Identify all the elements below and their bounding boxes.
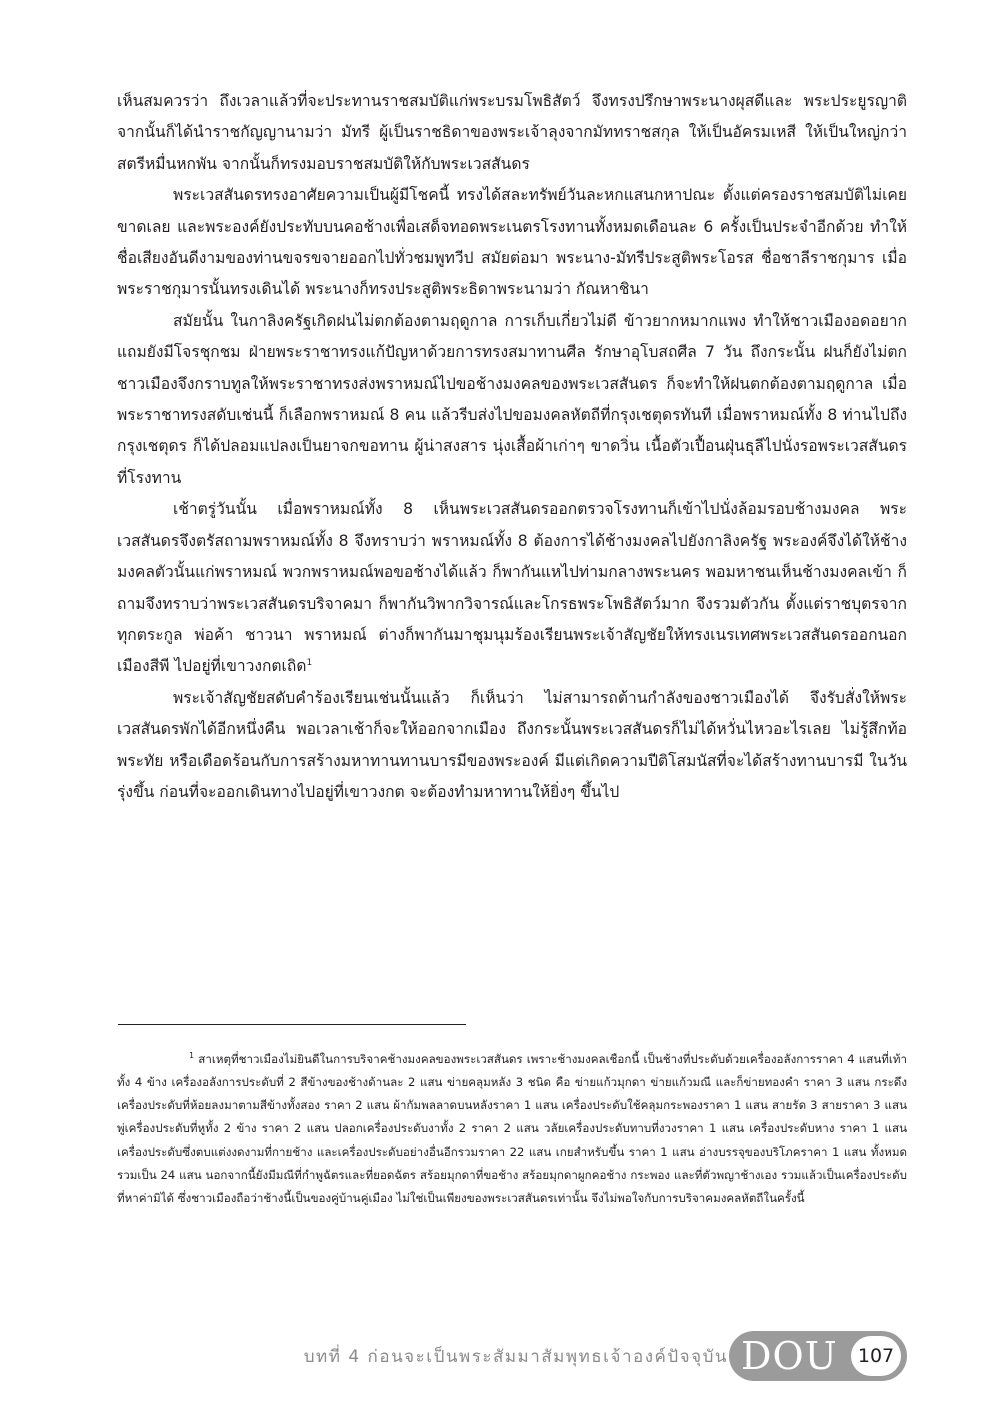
chapter-title-footer: บทที่ 4 ก่อนจะเป็นพระสัมมาสัมพุทธเจ้าองค์ปัจจุบัน (303, 1347, 728, 1367)
paragraph-1: เห็นสมควรว่า ถึงเวลาแล้วที่จะประทานราชสมบัติแก่พระบรมโพธิสัตว์ จึงทรงปรึกษาพระนางผุสดีและ พระประยูรญาติ จากนั้นก็ได้นำราชกัญญานามว่า มัทรี ผู้เป็นราชธิดาของพระเจ้าลุงจากมัททราชสกุล ให้เป็นอัครมเหสี ให้เป็นใหญ่กว่าสตรีหมื่นหกพัน จากนั้นก็ทรงมอบราชสมบัติให้กับพระเวสสันดร (117, 92, 907, 173)
paragraph-3: สมัยนั้น ในกาลิงครัฐเกิดฝนไม่ตกต้องตามฤดูกาล การเก็บเกี่ยวไม่ดี ข้าวยากหมากแพง ทำให้ชาวเมืองอดอยาก แถมยังมีโจรชุกชม ฝ่ายพระราชาทรงแก้ปัญหาด้วยการทรงสมาทานศีล รักษาอุโบสถศีล 7 วัน ถึงกระนั้น ฝนก็ยังไม่ตก ชาวเมืองจึงกราบทูลให้พระราชาทรงส่งพราหมณ์ไปขอช้างมงคลของพระเวสสันดร ก็จะทำให้ฝนตกต้องตามฤดูกาล เมื่อพระราชาทรงสดับเช่นนี้ ก็เลือกพราหมณ์ 8 คน แล้วรีบส่งไปขอมงคลหัตถีที่กรุงเชตุดรทันที เมื่อพราหมณ์ทั้ง 8 ท่านไปถึงกรุงเชตุดร ก็ได้ปลอมแปลงเป็นยาจกขอทาน ผู้น่าสงสาร นุ่งเสื้อผ้าเก่าๆ ขาดวิ่น เนื้อตัวเปื้อนฝุ่นธุลีไปนั่งรอพระเวสสันดรที่โรงทาน (117, 311, 907, 487)
page-badge (729, 1331, 907, 1381)
paragraph-4-text: เช้าตรู่วันนั้น เมื่อพราหมณ์ทั้ง 8 เห็นพระเวสสันดรออกตรวจโรงทานก็เข้าไปนั่งล้อมรอบช้างมงคล พระเวสสันดรจึงตรัสถามพราหมณ์ทั้ง 8 จึงทราบว่า พราหมณ์ทั้ง 8 ต้องการได้ช้างมงคลไปยังกาลิงครัฐ พระองค์จึงได้ให้ช้างมงคลตัวนั้นแก่พราหมณ์ พวกพราหมณ์พอขอช้างได้แล้ว ก็พากันแหไปท่ามกลางพระนคร พอมหาชนเห็นช้างมงคลเข้า ก็ถามจึงทราบว่าพระเวสสันดรบริจาคมา ก็พากันวิพากวิจารณ์และโกรธพระโพธิสัตว์มาก จึงรวมตัวกัน ตั้งแต่ราชบุตรจากทุกตระกูล พ่อค้า ชาวนา พราหมณ์ ต่างก็พากันมาชุมนุมร้องเรียนพระเจ้าสัญชัยให้ทรงเนรเทศพระเวสสันดรออกนอกเมืองสีพี ไปอยู่ที่เขาวงกตเถิด (117, 500, 907, 676)
body-text (117, 86, 907, 808)
footnote-marker: 1 (189, 1050, 195, 1060)
footnote (117, 1048, 907, 1211)
footnote-text: สาเหตุที่ชาวเมืองไม่ยินดีในการบริจาคช้างมงคลของพระเวสสันดร เพราะช้างมงคลเชือกนี้ เป็นช้างที่ประดับด้วยเครื่องอลังการราคา 4 แสนที่เท้าทั้ง 4 ข้าง เครื่องอลังการประดับที่ 2 สีข้างของช้างด้านละ 2 แสน ข่ายคลุมหลัง 3 ชนิด คือ ข่ายแก้วมุกดา ข่ายแก้วมณี และก็ข่ายทองคำ ราคา 3 แสน กระดึงเครื่องประดับที่ห้อยลงมาตามสีข้างทั้งสอง ราคา 2 แสน ผ้ากัมพลลาดบนหลังราคา 1 แสน เครื่องประดับใช้คลุมกระพองราคา 1 แสน สายรัด 3 สายราคา 3 แสน พู่เครื่องประดับที่หูทั้ง 2 ข้าง ราคา 2 แสน ปลอกเครื่องประดับงาทั้ง 2 ราคา 2 แสน วลัยเครื่องประดับทาบที่งวงราคา 1 แสน เครื่องประดับหาง ราคา 1 แสน เครื่องประดับซึ่งตบแต่งงดงามที่กายช้าง และเครื่องประดับอย่างอื่นอีกรวมราคา 22 แสน เกยสำหรับขึ้น ราคา 1 แสน อ่างบรรจุของบริโภคราคา 1 แสน ทั้งหมดรวมเป็น 24 แสน นอกจากนี้ยังมีมณีที่กำพูฉัตรและที่ยอดฉัตร สร้อยมุกดาที่ขอช้าง สร้อยมุกดาผูกคอช้าง กระพอง และที่ตัวพญาช้างเอง รวมแล้วเป็นเครื่องประดับที่หาค่ามิได้ ซึ่งชาวเมืองถือว่าช้างนี้เป็นของคู่บ้านคู่เมือง ไม่ใช่เป็นเพียงของพระเวสสันดรเท่านั้น จึงไม่พอใจกับการบริจาคมงคลหัตถีในครั้งนี้ (117, 1051, 908, 1206)
paragraph-2: พระเวสสันดรทรงอาศัยความเป็นผู้มีโชคนี้ ทรงได้สละทรัพย์วันละหกแสนกหาปณะ ตั้งแต่ครองราชสมบัติไม่เคยขาดเลย และพระองค์ยังประทับบนคอช้างเพื่อเสด็จทอดพระเนตรโรงทานทั้งหมดเดือนละ 6 ครั้งเป็นประจำอีกด้วย ทำให้ชื่อเสียงอันดีงามของท่านขจรขจายออกไปทั่วชมพูทวีป สมัยต่อมา พระนาง-มัทรีประสูติพระโอรส ชื่อชาลีราชกุมาร เมื่อพระราชกุมารนั้นทรงเดินได้ พระนางก็ทรงประสูติพระธิดาพระนามว่า กัณหาชินา (117, 186, 907, 299)
page-number: 107 (851, 1336, 901, 1376)
dou-logo: DOU (741, 1334, 838, 1378)
footnote-divider (118, 1024, 466, 1025)
paragraph-5: พระเจ้าสัญชัยสดับคำร้องเรียนเช่นนั้นแล้ว ก็เห็นว่า ไม่สามารถต้านกำลังของชาวเมืองได้ จึงรับสั่งให้พระเวสสันดรพักได้อีกหนึ่งคืน พอเวลาเช้าก็จะให้ออกจากเมือง ถึงกระนั้นพระเวสสันดรก็ไม่ได้หวั่นไหวอะไรเลย ไม่รู้สึกท้อพระทัย หรือเดือดร้อนกับการสร้างมหาทานทานบารมีของพระองค์ มีแต่เกิดความปีติโสมนัสที่จะได้สร้างทานบารมี ในวันรุ่งขึ้น ก่อนที่จะออกเดินทางไปอยู่ที่เขาวงกต จะต้องทำมหาทานให้ยิ่งๆ ขึ้นไป (117, 688, 907, 801)
footnote-reference[interactable]: 1 (306, 658, 313, 669)
paragraph-4 (117, 494, 907, 682)
